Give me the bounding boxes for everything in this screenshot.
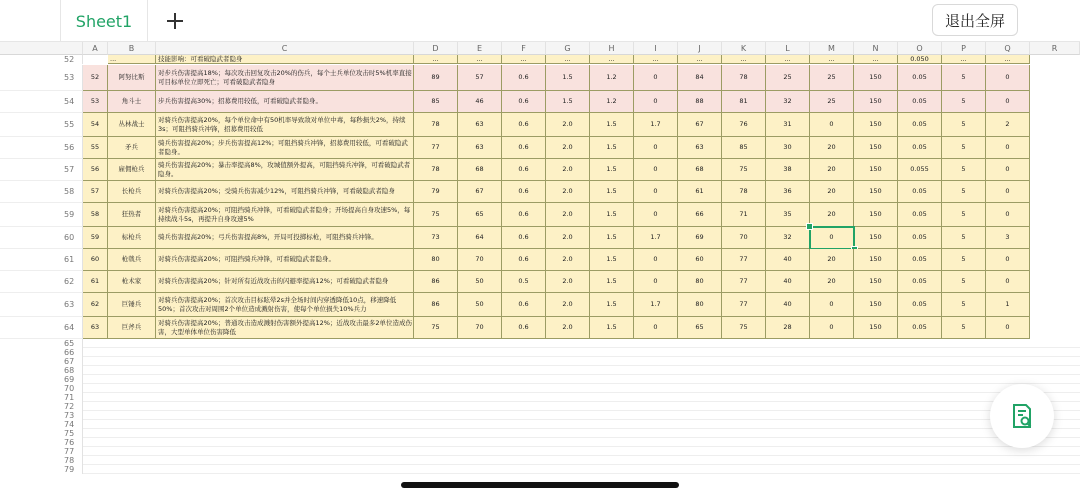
cell-value[interactable]: 78 bbox=[722, 65, 766, 91]
row-number[interactable]: 75 bbox=[0, 429, 83, 438]
cell-value[interactable]: ... bbox=[458, 55, 502, 64]
cell-value[interactable]: 0 bbox=[986, 65, 1030, 91]
cell-value[interactable]: 78 bbox=[414, 159, 458, 181]
cell-value[interactable]: 5 bbox=[942, 317, 986, 339]
cell-b[interactable]: 巨锤兵 bbox=[108, 293, 156, 317]
exit-fullscreen-button[interactable] bbox=[932, 4, 1018, 36]
cell-value[interactable]: 2.0 bbox=[546, 137, 590, 159]
cell-value[interactable]: 0 bbox=[634, 159, 678, 181]
cell-value[interactable]: 5 bbox=[942, 159, 986, 181]
cell-value[interactable]: 86 bbox=[414, 293, 458, 317]
cell-value[interactable]: 32 bbox=[766, 91, 810, 113]
cell-value[interactable]: 40 bbox=[766, 271, 810, 293]
cell-value[interactable]: 66 bbox=[678, 203, 722, 227]
cell-value[interactable]: 0 bbox=[634, 249, 678, 271]
cell-value[interactable]: 0 bbox=[986, 249, 1030, 271]
cell-value[interactable]: 1.7 bbox=[634, 113, 678, 137]
column-header-l[interactable]: L bbox=[766, 42, 810, 55]
cell-b[interactable]: 巨斧兵 bbox=[108, 317, 156, 339]
cell-value[interactable]: 1.5 bbox=[546, 65, 590, 91]
row-number[interactable]: 62 bbox=[0, 271, 83, 293]
cell-value[interactable]: 20 bbox=[810, 249, 854, 271]
cell-value[interactable]: 2.0 bbox=[546, 113, 590, 137]
cell-value[interactable]: 0 bbox=[810, 317, 854, 339]
cell-value[interactable]: 75 bbox=[414, 317, 458, 339]
cell-value[interactable]: 5 bbox=[942, 137, 986, 159]
cell-b[interactable]: 标枪兵 bbox=[108, 227, 156, 249]
row-number[interactable]: 67 bbox=[0, 357, 83, 366]
cell-value[interactable]: 25 bbox=[810, 91, 854, 113]
cell-value[interactable]: 0.6 bbox=[502, 181, 546, 203]
row-number[interactable]: 52 bbox=[0, 55, 83, 64]
cell-c[interactable]: 对骑兵伤害提高20%；针对所有近战攻击的闪避率提高12%；可看破隐武者隐身 bbox=[156, 271, 414, 293]
cell-value[interactable]: ... bbox=[590, 55, 634, 64]
cell-value[interactable]: ... bbox=[546, 55, 590, 64]
cell-value[interactable]: 73 bbox=[414, 227, 458, 249]
column-header-r[interactable]: R bbox=[1030, 42, 1080, 55]
column-header-c[interactable]: C bbox=[156, 42, 414, 55]
cell-value[interactable]: 68 bbox=[678, 159, 722, 181]
empty-row[interactable] bbox=[83, 456, 1080, 465]
cell-value[interactable]: ... bbox=[986, 55, 1030, 64]
cell-c[interactable]: 骑兵伤害提高20%；弓兵伤害提高8%，开局可投掷标枪，可阻挡骑兵冲锋。 bbox=[156, 227, 414, 249]
column-header-q[interactable]: Q bbox=[986, 42, 1030, 55]
column-header-a[interactable]: A bbox=[83, 42, 108, 55]
row-number[interactable]: 76 bbox=[0, 438, 83, 447]
cell-value[interactable]: 81 bbox=[722, 91, 766, 113]
cell-value[interactable]: 150 bbox=[854, 137, 898, 159]
cell-value[interactable]: 40 bbox=[766, 293, 810, 317]
column-header-e[interactable]: E bbox=[458, 42, 502, 55]
empty-row[interactable] bbox=[83, 384, 1080, 393]
cell-c[interactable]: 技能影响：可看破隐武者隐身 bbox=[156, 55, 414, 64]
cell-b[interactable]: ... bbox=[108, 55, 156, 64]
cell-value[interactable]: 75 bbox=[722, 159, 766, 181]
cell-c[interactable]: 对骑兵伤害提高20%；受骑兵伤害减少12%，可阻挡骑兵冲锋，可看破隐武者隐身 bbox=[156, 181, 414, 203]
cell-value[interactable]: 0.055 bbox=[898, 159, 942, 181]
cell-value[interactable]: 1.5 bbox=[590, 203, 634, 227]
cell-value[interactable]: 77 bbox=[722, 249, 766, 271]
cell-value[interactable]: 0.6 bbox=[502, 65, 546, 91]
empty-row[interactable] bbox=[83, 465, 1080, 474]
column-header-k[interactable]: K bbox=[722, 42, 766, 55]
column-header-h[interactable]: H bbox=[590, 42, 634, 55]
cell-value[interactable]: 36 bbox=[766, 181, 810, 203]
cell-value[interactable]: 84 bbox=[678, 65, 722, 91]
cell-value[interactable]: 0.6 bbox=[502, 91, 546, 113]
cell-value[interactable]: 5 bbox=[942, 65, 986, 91]
column-header-i[interactable]: I bbox=[634, 42, 678, 55]
cell-value[interactable]: ... bbox=[854, 55, 898, 64]
cell-value[interactable]: 69 bbox=[678, 227, 722, 249]
cell-value[interactable]: 1.5 bbox=[590, 113, 634, 137]
column-header-n[interactable]: N bbox=[854, 42, 898, 55]
cell-value[interactable]: 2.0 bbox=[546, 227, 590, 249]
cell-a[interactable]: 54 bbox=[83, 113, 108, 137]
empty-row[interactable] bbox=[83, 447, 1080, 456]
empty-row[interactable] bbox=[83, 438, 1080, 447]
cell-c[interactable]: 对骑兵伤害提高20%；可阻挡骑兵冲锋，可看破隐武者隐身。 bbox=[156, 249, 414, 271]
cell-value[interactable]: 1 bbox=[986, 293, 1030, 317]
cell-b[interactable]: 角斗士 bbox=[108, 91, 156, 113]
row-number[interactable]: 68 bbox=[0, 366, 83, 375]
row-number[interactable]: 65 bbox=[0, 339, 83, 348]
cell-value[interactable]: 0.05 bbox=[898, 293, 942, 317]
cell-value[interactable]: 0 bbox=[810, 227, 854, 249]
cell-c[interactable]: 对骑兵伤害提高20%，每个单位命中有50机率导致敌对单位中毒，每秒损失2%，持续3s；可阻挡骑兵冲锋，招募费用较低 bbox=[156, 113, 414, 137]
cell-value[interactable]: 0.05 bbox=[898, 113, 942, 137]
cell-value[interactable]: 3 bbox=[986, 227, 1030, 249]
exit-fullscreen-label: 退出全屏 bbox=[944, 11, 1005, 30]
column-header-b[interactable]: B bbox=[108, 42, 156, 55]
cell-value[interactable]: 150 bbox=[854, 203, 898, 227]
cell-value[interactable]: 20 bbox=[810, 181, 854, 203]
cell-value[interactable]: 0.6 bbox=[502, 203, 546, 227]
cell-value[interactable]: 1.5 bbox=[590, 227, 634, 249]
row-number[interactable]: 53 bbox=[0, 65, 83, 91]
cell-value[interactable]: 5 bbox=[942, 293, 986, 317]
cell-value[interactable]: 60 bbox=[678, 249, 722, 271]
cell-c[interactable]: 骑兵伤害提高20%；步兵伤害提高12%；可阻挡骑兵冲锋，招募费用较低，可看破隐武者隐身。 bbox=[156, 137, 414, 159]
cell-c[interactable]: 骑兵伤害提高20%；暴击率提高8%，攻城值额外提高，可阻挡骑兵冲锋，可看破隐武者隐身。 bbox=[156, 159, 414, 181]
cell-value[interactable]: 150 bbox=[854, 113, 898, 137]
cell-value[interactable]: 80 bbox=[678, 293, 722, 317]
cell-value[interactable]: 0.6 bbox=[502, 113, 546, 137]
cell-value[interactable]: 61 bbox=[678, 181, 722, 203]
cell-value[interactable]: 85 bbox=[414, 91, 458, 113]
cell-value[interactable]: 57 bbox=[458, 65, 502, 91]
cell-value[interactable]: 0 bbox=[986, 159, 1030, 181]
cell-value[interactable]: 67 bbox=[458, 181, 502, 203]
cell-value[interactable]: 150 bbox=[854, 227, 898, 249]
cell-b[interactable]: 丛林战士 bbox=[108, 113, 156, 137]
cell-a[interactable]: 56 bbox=[83, 159, 108, 181]
row-number[interactable]: 77 bbox=[0, 447, 83, 456]
cell-value[interactable]: ... bbox=[942, 55, 986, 64]
cell-value[interactable]: 0.05 bbox=[898, 91, 942, 113]
cell-value[interactable]: 68 bbox=[458, 159, 502, 181]
cell-value[interactable]: 32 bbox=[766, 227, 810, 249]
cell-value[interactable]: ... bbox=[502, 55, 546, 64]
column-header-g[interactable]: G bbox=[546, 42, 590, 55]
cell-value[interactable]: 150 bbox=[854, 317, 898, 339]
cell-value[interactable]: 2.0 bbox=[546, 271, 590, 293]
cell-b[interactable]: 矛兵 bbox=[108, 137, 156, 159]
row-number[interactable]: 61 bbox=[0, 249, 83, 271]
cell-value[interactable]: 0 bbox=[634, 91, 678, 113]
empty-row[interactable] bbox=[83, 393, 1080, 402]
column-header-j[interactable]: J bbox=[678, 42, 722, 55]
cell-a[interactable]: 63 bbox=[83, 317, 108, 339]
cell-a[interactable]: 52 bbox=[83, 65, 108, 91]
cell-value[interactable]: 0 bbox=[634, 271, 678, 293]
cell-value[interactable]: 1.2 bbox=[590, 91, 634, 113]
cell-b[interactable]: 枪术家 bbox=[108, 271, 156, 293]
cell-value[interactable]: 30 bbox=[766, 137, 810, 159]
cell-value[interactable]: 0.6 bbox=[502, 293, 546, 317]
cell-c[interactable]: 对骑兵伤害提高20%；首次攻击目标眩晕2s并全场时间内穿透降低10点，移速降低50%；首次攻击对周围2个单位造成溅射伤害，使每个单位损失10%兵力 bbox=[156, 293, 414, 317]
cell-value[interactable]: 1.5 bbox=[590, 159, 634, 181]
row-number[interactable]: 60 bbox=[0, 227, 83, 249]
cell-value[interactable]: 0.05 bbox=[898, 65, 942, 91]
cell-c[interactable]: 对步兵伤害提高18%；每次攻击回复攻击20%的伤兵，每个士兵单位攻击时5%机率直接可目标单位立即死亡；可看破隐武者隐身 bbox=[156, 65, 414, 91]
row-number[interactable]: 72 bbox=[0, 402, 83, 411]
cell-value[interactable]: 1.7 bbox=[634, 227, 678, 249]
cell-value[interactable]: 70 bbox=[722, 227, 766, 249]
cell-value[interactable]: 78 bbox=[722, 181, 766, 203]
empty-row[interactable] bbox=[83, 429, 1080, 438]
search-doc-button[interactable] bbox=[990, 384, 1054, 448]
cell-value[interactable]: 0 bbox=[634, 65, 678, 91]
cell-value[interactable]: 0 bbox=[634, 317, 678, 339]
cell-value[interactable]: 20 bbox=[810, 203, 854, 227]
cell-a[interactable]: 53 bbox=[83, 91, 108, 113]
cell-value[interactable]: 0.05 bbox=[898, 271, 942, 293]
cell-value[interactable]: 0 bbox=[986, 317, 1030, 339]
cell-value[interactable]: 5 bbox=[942, 113, 986, 137]
cell-value[interactable]: 0.5 bbox=[502, 271, 546, 293]
cell-value[interactable]: 0.05 bbox=[898, 249, 942, 271]
cell-value[interactable]: 88 bbox=[678, 91, 722, 113]
cell-a[interactable]: 55 bbox=[83, 137, 108, 159]
cell-value[interactable]: 25 bbox=[810, 65, 854, 91]
row-number[interactable]: 69 bbox=[0, 375, 83, 384]
cell-value[interactable]: 0.6 bbox=[502, 159, 546, 181]
cell-value[interactable]: 5 bbox=[942, 181, 986, 203]
cell-value[interactable]: 63 bbox=[458, 137, 502, 159]
cell-value[interactable]: 0 bbox=[986, 271, 1030, 293]
cell-value[interactable]: 0 bbox=[810, 293, 854, 317]
cell-value[interactable]: 77 bbox=[722, 271, 766, 293]
select-all-corner[interactable] bbox=[0, 42, 83, 55]
cell-value[interactable]: 0.6 bbox=[502, 227, 546, 249]
row-number[interactable]: 57 bbox=[0, 159, 83, 181]
cell-value[interactable]: 0.050 bbox=[898, 55, 942, 64]
cell-value[interactable]: 70 bbox=[458, 317, 502, 339]
cell-value[interactable]: 150 bbox=[854, 91, 898, 113]
cell-c[interactable]: 对骑兵伤害提高20%；普通攻击造成溅射伤害额外提高12%；近战攻击最多2单位造成伤害，大型单体单位伤害降低 bbox=[156, 317, 414, 339]
empty-row[interactable] bbox=[83, 366, 1080, 375]
cell-c[interactable]: 对骑兵伤害提高20%；可阻挡骑兵冲锋，可看破隐武者隐身；开场提高自身攻速5%，每持续战斗5s，再提升自身攻速5% bbox=[156, 203, 414, 227]
cell-b[interactable]: 枪戟兵 bbox=[108, 249, 156, 271]
cell-value[interactable]: 2 bbox=[986, 113, 1030, 137]
cell-value[interactable]: 0 bbox=[634, 203, 678, 227]
cell-value[interactable]: 2.0 bbox=[546, 317, 590, 339]
row-number[interactable]: 58 bbox=[0, 181, 83, 203]
empty-row[interactable] bbox=[83, 348, 1080, 357]
cell-value[interactable]: 0.6 bbox=[502, 317, 546, 339]
cell-value[interactable]: 1.5 bbox=[590, 271, 634, 293]
cell-value[interactable]: 20 bbox=[810, 271, 854, 293]
cell-a[interactable]: 62 bbox=[83, 293, 108, 317]
cell-value[interactable]: 65 bbox=[458, 203, 502, 227]
cell-value[interactable]: 85 bbox=[722, 137, 766, 159]
column-header-p[interactable]: P bbox=[942, 42, 986, 55]
cell-value[interactable]: 0 bbox=[634, 181, 678, 203]
cell-value[interactable]: 78 bbox=[414, 113, 458, 137]
cell-value[interactable]: 2.0 bbox=[546, 181, 590, 203]
cell-value[interactable]: 0 bbox=[634, 137, 678, 159]
cell-b[interactable]: 雇佣枪兵 bbox=[108, 159, 156, 181]
cell-value[interactable]: 150 bbox=[854, 249, 898, 271]
cell-value[interactable]: ... bbox=[766, 55, 810, 64]
cell-b[interactable]: 狂热者 bbox=[108, 203, 156, 227]
row-number[interactable]: 59 bbox=[0, 203, 83, 227]
row-number[interactable]: 71 bbox=[0, 393, 83, 402]
cell-value[interactable]: 1.5 bbox=[590, 293, 634, 317]
selected-cell-m60[interactable] bbox=[809, 226, 855, 250]
cell-value[interactable]: 80 bbox=[414, 249, 458, 271]
cell-value[interactable]: 2.0 bbox=[546, 203, 590, 227]
row-number[interactable]: 73 bbox=[0, 411, 83, 420]
home-indicator bbox=[401, 482, 679, 488]
empty-row[interactable] bbox=[83, 339, 1080, 348]
column-header-f[interactable]: F bbox=[502, 42, 546, 55]
cell-value[interactable]: 0.05 bbox=[898, 227, 942, 249]
cell-value[interactable]: 0.6 bbox=[502, 137, 546, 159]
cell-value[interactable]: 86 bbox=[414, 271, 458, 293]
cell-value[interactable]: 1.7 bbox=[634, 293, 678, 317]
cell-value[interactable]: 5 bbox=[942, 227, 986, 249]
cell-a[interactable]: 61 bbox=[83, 271, 108, 293]
cell-value[interactable]: 75 bbox=[722, 317, 766, 339]
cell-value[interactable]: 150 bbox=[854, 159, 898, 181]
cell-b[interactable]: 长枪兵 bbox=[108, 181, 156, 203]
cell-value[interactable]: 80 bbox=[678, 271, 722, 293]
row-number[interactable]: 64 bbox=[0, 317, 83, 339]
column-header-o[interactable]: O bbox=[898, 42, 942, 55]
cell-value[interactable]: 20 bbox=[810, 137, 854, 159]
cell-value[interactable]: 150 bbox=[854, 65, 898, 91]
cell-value[interactable]: 64 bbox=[458, 227, 502, 249]
cell-c[interactable]: 步兵伤害提高30%；招募费用较低，可看破隐武者隐身。 bbox=[156, 91, 414, 113]
cell-value[interactable]: ... bbox=[414, 55, 458, 64]
search-doc-icon bbox=[1007, 401, 1037, 431]
cell-value[interactable]: 79 bbox=[414, 181, 458, 203]
cell-a[interactable]: 58 bbox=[83, 203, 108, 227]
cell-value[interactable]: 1.5 bbox=[590, 317, 634, 339]
cell-value[interactable]: 50 bbox=[458, 271, 502, 293]
cell-value[interactable]: ... bbox=[634, 55, 678, 64]
cell-value[interactable]: 1.5 bbox=[590, 181, 634, 203]
add-sheet-button[interactable] bbox=[160, 6, 190, 36]
cell-value[interactable]: 40 bbox=[766, 249, 810, 271]
cell-value[interactable]: 76 bbox=[722, 113, 766, 137]
cell-value[interactable]: 2.0 bbox=[546, 249, 590, 271]
cell-value[interactable]: 0 bbox=[810, 113, 854, 137]
row-number[interactable]: 79 bbox=[0, 465, 83, 474]
cell-value[interactable]: 0 bbox=[986, 137, 1030, 159]
cell-value[interactable]: 67 bbox=[678, 113, 722, 137]
cell-value[interactable]: 28 bbox=[766, 317, 810, 339]
cell-value[interactable]: 77 bbox=[414, 137, 458, 159]
cell-value[interactable]: 150 bbox=[854, 181, 898, 203]
cell-value[interactable]: 0 bbox=[986, 203, 1030, 227]
row-number[interactable]: 78 bbox=[0, 456, 83, 465]
row-number[interactable]: 66 bbox=[0, 348, 83, 357]
cell-value[interactable]: 65 bbox=[678, 317, 722, 339]
empty-row[interactable] bbox=[83, 420, 1080, 429]
cell-value[interactable]: 5 bbox=[942, 91, 986, 113]
empty-row[interactable] bbox=[83, 357, 1080, 366]
cell-value[interactable]: 77 bbox=[722, 293, 766, 317]
cell-value[interactable]: 38 bbox=[766, 159, 810, 181]
cell-value[interactable]: 75 bbox=[414, 203, 458, 227]
cell-value[interactable]: 5 bbox=[942, 271, 986, 293]
row-number[interactable]: 55 bbox=[0, 113, 83, 137]
cell-value[interactable]: 1.5 bbox=[546, 91, 590, 113]
cell-value[interactable]: 0 bbox=[986, 91, 1030, 113]
cell-value[interactable]: 71 bbox=[722, 203, 766, 227]
column-header-m[interactable]: M bbox=[810, 42, 854, 55]
cell-value[interactable]: 0.6 bbox=[502, 249, 546, 271]
cell-value[interactable]: 50 bbox=[458, 293, 502, 317]
cell-value[interactable]: 1.5 bbox=[590, 249, 634, 271]
selection-handle[interactable] bbox=[806, 223, 813, 230]
empty-row[interactable] bbox=[83, 375, 1080, 384]
cell-value[interactable]: 89 bbox=[414, 65, 458, 91]
plus-icon bbox=[165, 11, 185, 31]
spreadsheet-grid[interactable] bbox=[0, 42, 1080, 499]
cell-value[interactable]: 25 bbox=[766, 65, 810, 91]
cell-value[interactable]: 0.05 bbox=[898, 203, 942, 227]
cell-value[interactable]: 0.05 bbox=[898, 137, 942, 159]
cell-value[interactable]: 63 bbox=[678, 137, 722, 159]
sheet-tab-label: Sheet1 bbox=[75, 11, 133, 31]
cell-value[interactable]: 5 bbox=[942, 203, 986, 227]
row-number[interactable]: 54 bbox=[0, 91, 83, 113]
cell-a[interactable]: 60 bbox=[83, 249, 108, 271]
empty-row[interactable] bbox=[83, 402, 1080, 411]
cell-value[interactable]: 0.05 bbox=[898, 181, 942, 203]
top-bar bbox=[0, 0, 1080, 42]
cell-value[interactable]: 46 bbox=[458, 91, 502, 113]
empty-row[interactable] bbox=[83, 411, 1080, 420]
cell-value[interactable]: ... bbox=[678, 55, 722, 64]
row-number[interactable]: 56 bbox=[0, 137, 83, 159]
cell-value[interactable]: ... bbox=[810, 55, 854, 64]
sheet-tab-sheet1[interactable] bbox=[60, 0, 148, 42]
cell-a[interactable]: 59 bbox=[83, 227, 108, 249]
cell-value[interactable]: 5 bbox=[942, 249, 986, 271]
cell-value[interactable]: 0.05 bbox=[898, 317, 942, 339]
cell-value[interactable]: 20 bbox=[810, 159, 854, 181]
cell-value[interactable]: 150 bbox=[854, 271, 898, 293]
row-number[interactable]: 63 bbox=[0, 293, 83, 317]
cell-value[interactable]: 35 bbox=[766, 203, 810, 227]
cell-value[interactable]: 1.2 bbox=[590, 65, 634, 91]
cell-value[interactable]: 31 bbox=[766, 113, 810, 137]
cell-value[interactable]: 63 bbox=[458, 113, 502, 137]
row-number[interactable]: 74 bbox=[0, 420, 83, 429]
cell-value[interactable]: 150 bbox=[854, 293, 898, 317]
cell-b[interactable]: 阿努比斯 bbox=[108, 65, 156, 91]
cell-value[interactable]: ... bbox=[722, 55, 766, 64]
cell-value[interactable]: 0 bbox=[986, 181, 1030, 203]
row-number[interactable]: 70 bbox=[0, 384, 83, 393]
column-header-d[interactable]: D bbox=[414, 42, 458, 55]
cell-value[interactable]: 70 bbox=[458, 249, 502, 271]
cell-a[interactable]: 57 bbox=[83, 181, 108, 203]
cell-value[interactable]: 2.0 bbox=[546, 159, 590, 181]
cell-value[interactable]: 1.5 bbox=[590, 137, 634, 159]
cell-value[interactable]: 2.0 bbox=[546, 293, 590, 317]
